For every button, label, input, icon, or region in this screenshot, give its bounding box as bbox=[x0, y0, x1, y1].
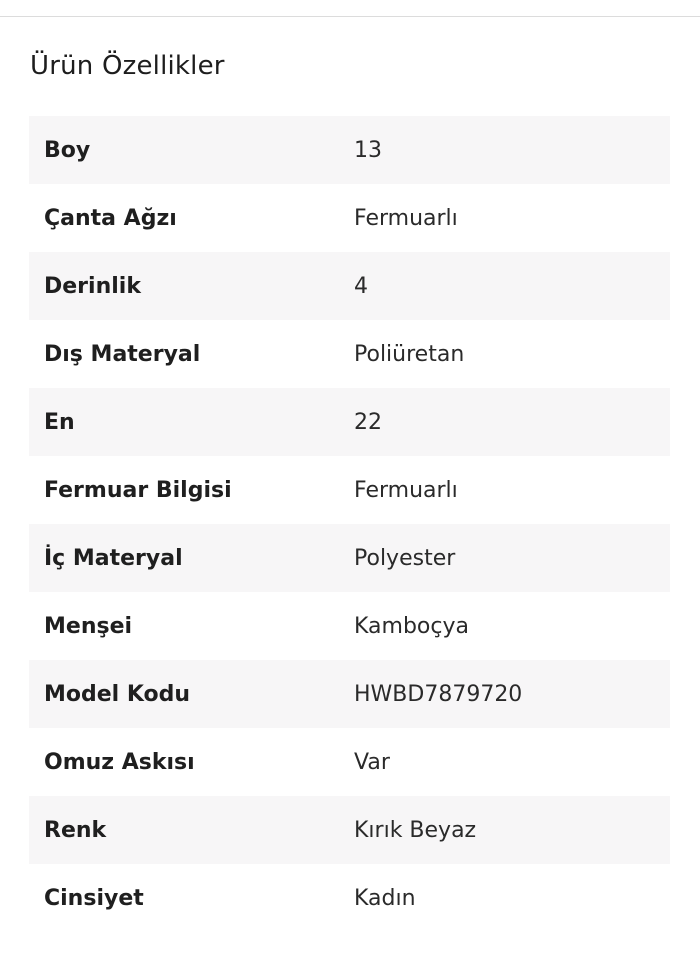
spec-label: Omuz Askısı bbox=[44, 749, 195, 775]
spec-row-renk bbox=[29, 796, 670, 864]
spec-value: 13 bbox=[354, 137, 382, 163]
spec-row-fermuar-bilgisi bbox=[29, 456, 670, 524]
top-divider bbox=[0, 16, 700, 17]
spec-row-model-kodu bbox=[29, 660, 670, 728]
spec-label: Çanta Ağzı bbox=[44, 205, 177, 231]
spec-row-en bbox=[29, 388, 670, 456]
spec-label: En bbox=[44, 409, 75, 435]
spec-value: Var bbox=[354, 749, 390, 775]
spec-label: Model Kodu bbox=[44, 681, 191, 707]
spec-row-boy bbox=[29, 116, 670, 184]
spec-label: Renk bbox=[44, 817, 107, 843]
spec-row-derinlik bbox=[29, 252, 670, 320]
spec-value: Kamboçya bbox=[354, 613, 469, 639]
spec-row-dis-materyal bbox=[29, 320, 670, 388]
spec-value: Kırık Beyaz bbox=[354, 817, 477, 843]
spec-value: 4 bbox=[354, 273, 368, 299]
spec-value: Fermuarlı bbox=[354, 205, 458, 231]
spec-row-mensei bbox=[29, 592, 670, 660]
section-title: Ürün Özellikler bbox=[30, 51, 225, 81]
spec-value: Polyester bbox=[354, 545, 456, 571]
spec-row-omuz-askisi bbox=[29, 728, 670, 796]
spec-label: Derinlik bbox=[44, 273, 141, 299]
spec-row-ic-materyal bbox=[29, 524, 670, 592]
spec-label: Cinsiyet bbox=[44, 885, 144, 911]
spec-value: HWBD7879720 bbox=[354, 681, 523, 707]
product-specs-table bbox=[29, 116, 670, 932]
spec-label: Dış Materyal bbox=[44, 341, 201, 367]
spec-row-canta-agzi bbox=[29, 184, 670, 252]
spec-label: Fermuar Bilgisi bbox=[44, 477, 232, 503]
spec-value: Poliüretan bbox=[354, 341, 465, 367]
spec-label: Boy bbox=[44, 137, 91, 163]
spec-row-cinsiyet bbox=[29, 864, 670, 932]
spec-label: İç Materyal bbox=[44, 545, 183, 571]
spec-value: Kadın bbox=[354, 885, 416, 911]
spec-value: 22 bbox=[354, 409, 382, 435]
spec-label: Menşei bbox=[44, 613, 133, 639]
spec-value: Fermuarlı bbox=[354, 477, 458, 503]
